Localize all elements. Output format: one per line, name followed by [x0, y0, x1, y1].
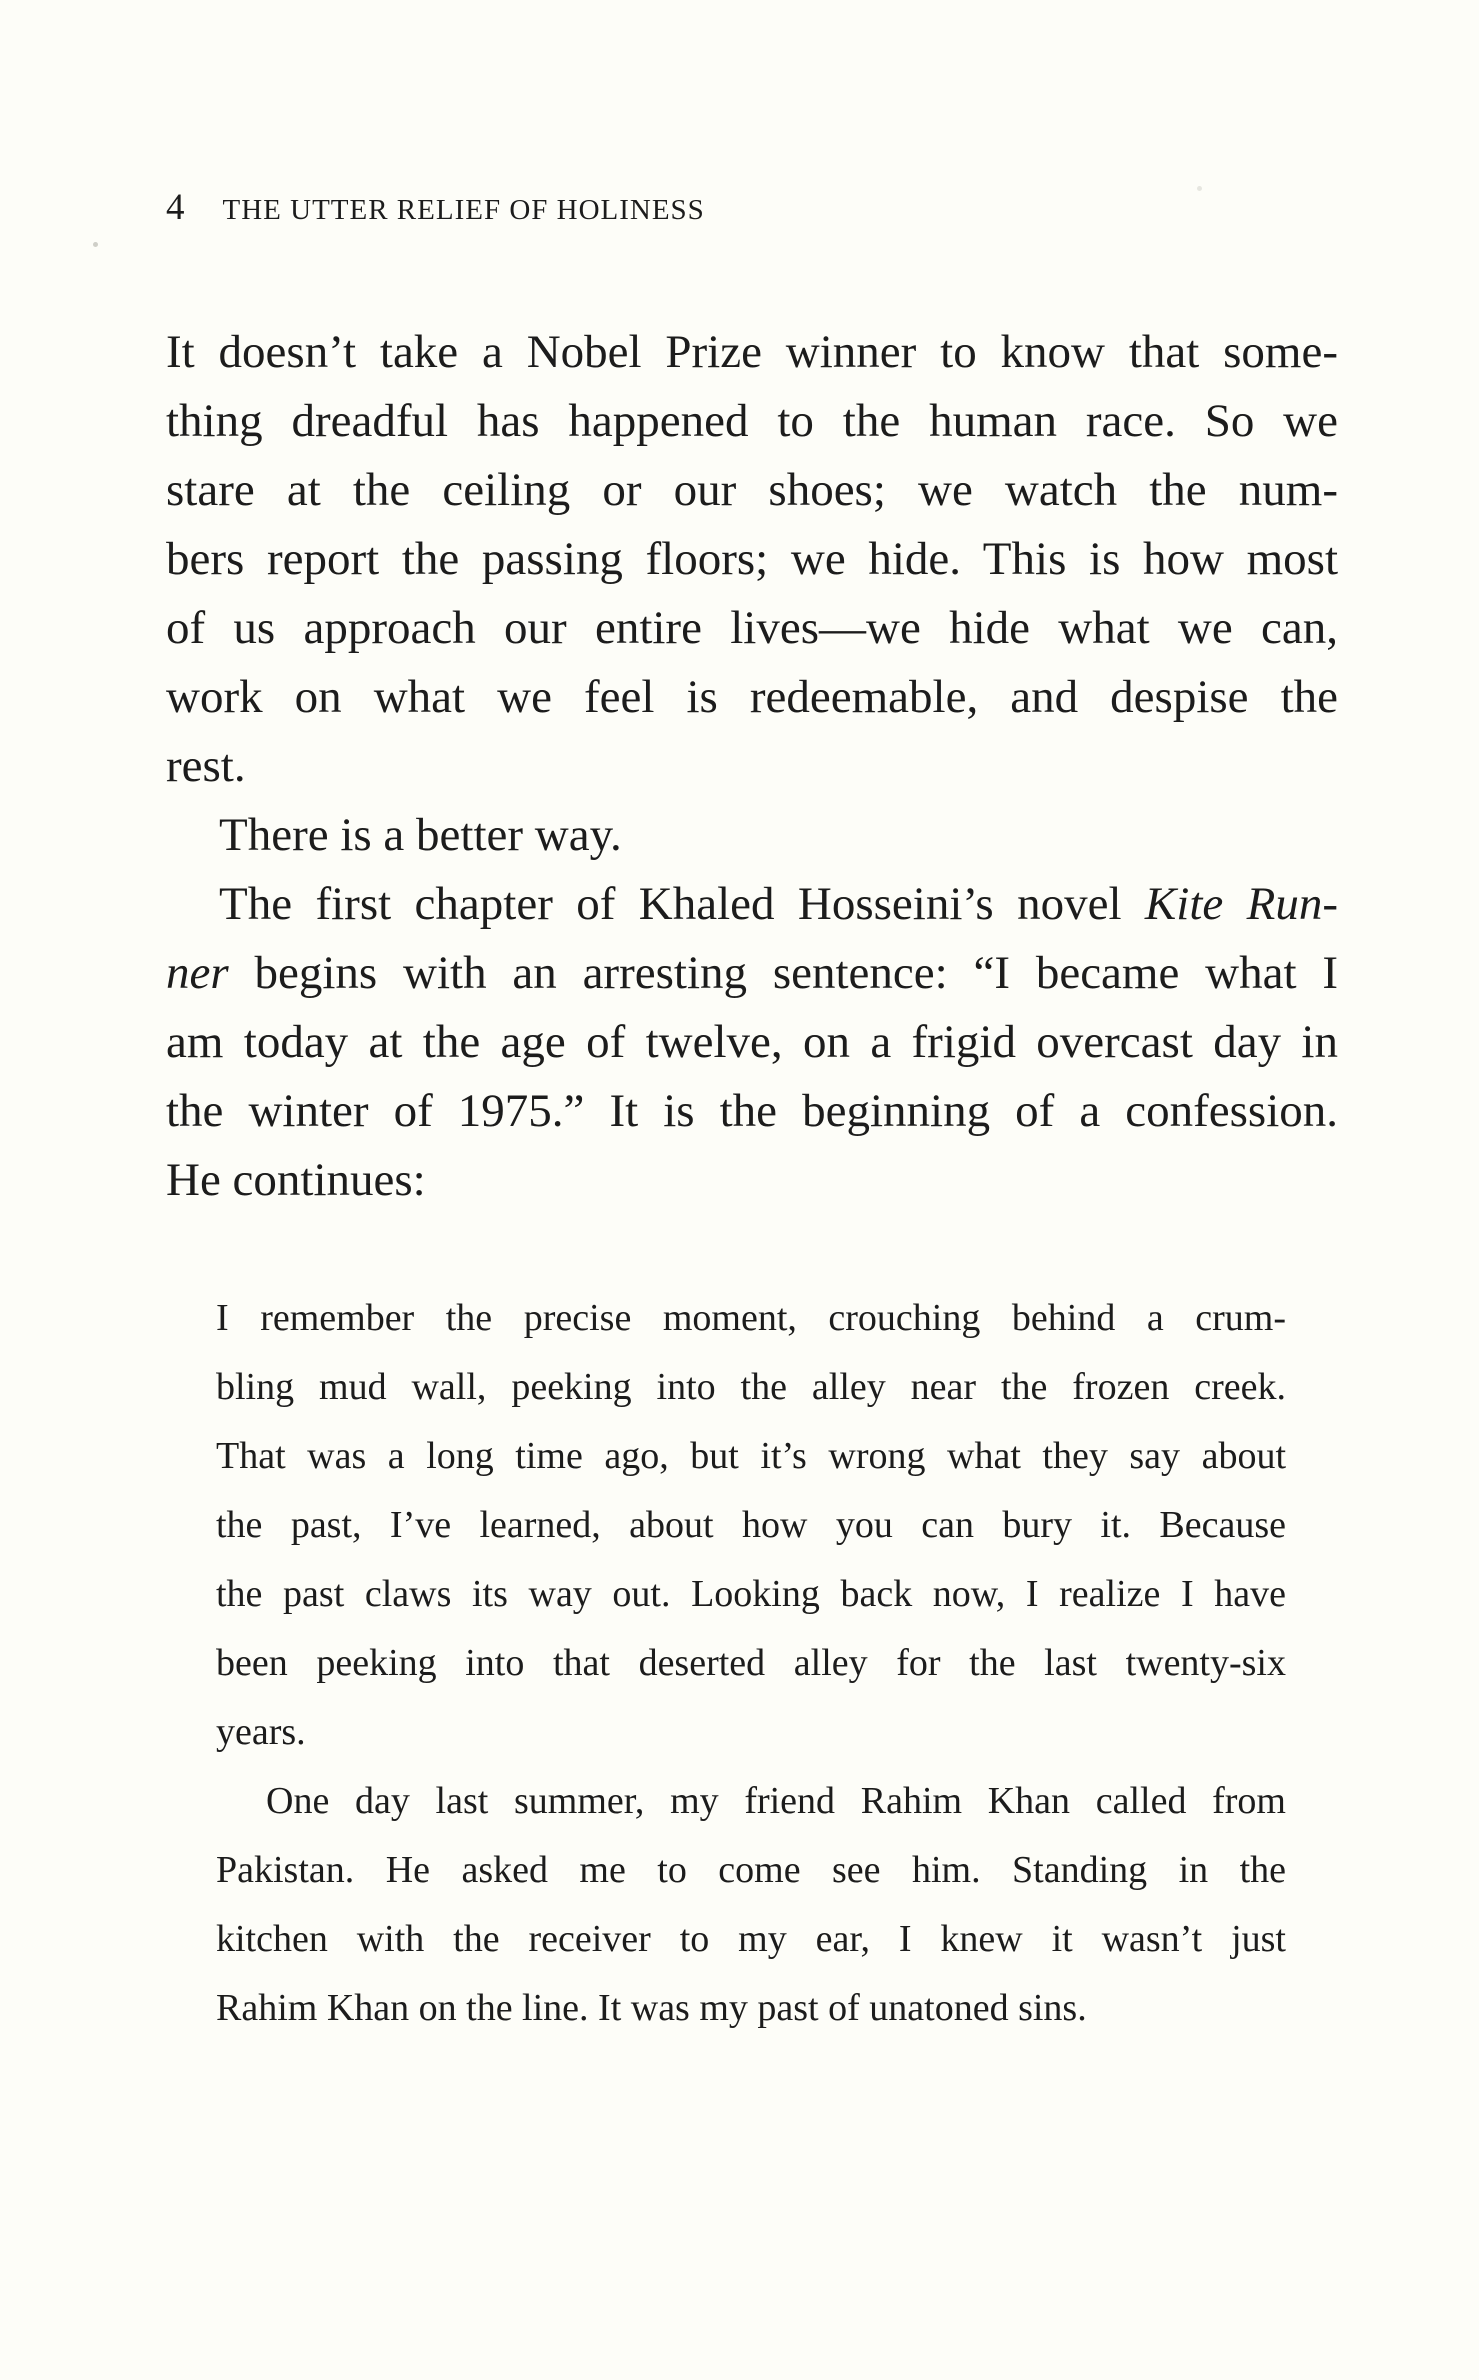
quote-line: One day last summer, my friend Rahim Khan called from [266, 1780, 1286, 1822]
paragraph [166, 870, 1338, 1215]
quote-line: the past claws its way out. Looking back now, I realize I have [216, 1573, 1286, 1615]
text-line: bers report the passing floors; we hide. This is how most [166, 533, 1338, 585]
quote-line: years. [216, 1711, 306, 1753]
text-line: work on what we feel is redeemable, and despise the [166, 671, 1338, 723]
text-line: It doesn’t take a Nobel Prize winner to know that some- [166, 326, 1338, 378]
quote-paragraph [216, 1767, 1286, 2043]
page-number: 4 [166, 187, 185, 228]
text-run: The first chapter of Khaled Hosseini’s novel [219, 878, 1145, 930]
text-run: begins with an arresting sentence: “I became what I [228, 947, 1338, 999]
text-line: the winter of 1975.” It is the beginning of a confession. [166, 1085, 1338, 1137]
paragraph [166, 801, 1338, 870]
quote-line: Rahim Khan on the line. It was my past of unatoned sins. [216, 1987, 1087, 2029]
text-line: rest. [166, 740, 246, 792]
text-line: thing dreadful has happened to the human race. So we [166, 395, 1338, 447]
book-title: ner [166, 947, 229, 999]
text-line: There is a better way. [219, 809, 622, 861]
text-line: of us approach our entire lives—we hide what we can, [166, 602, 1338, 654]
block-quote [216, 1284, 1286, 2043]
running-head-title: THE UTTER RELIEF OF HOLINESS [222, 194, 705, 226]
running-head [166, 186, 705, 246]
book-title: Kite Run- [1144, 878, 1338, 930]
quote-line: kitchen with the receiver to my ear, I knew it wasn’t just [216, 1918, 1286, 1960]
quote-line: bling mud wall, peeking into the alley near the frozen creek. [216, 1366, 1286, 1408]
quote-line: the past, I’ve learned, about how you can bury it. Because [216, 1504, 1286, 1546]
quote-line: Pakistan. He asked me to come see him. Standing in the [216, 1849, 1286, 1891]
paper-speck [93, 242, 98, 247]
text-line [166, 870, 1338, 939]
quote-paragraph [216, 1284, 1286, 1767]
text-line: He continues: [166, 1154, 426, 1206]
quote-line: I remember the precise moment, crouching behind a crum- [216, 1297, 1286, 1339]
quote-line: been peeking into that deserted alley for the last twenty-six [216, 1642, 1286, 1684]
paragraph [166, 318, 1338, 801]
paper-speck [1197, 186, 1202, 191]
text-line [166, 939, 1338, 1008]
text-line: stare at the ceiling or our shoes; we watch the num- [166, 464, 1338, 516]
quote-line: That was a long time ago, but it’s wrong what they say about [216, 1435, 1286, 1477]
body-text [166, 318, 1338, 1215]
text-line: am today at the age of twelve, on a frigid overcast day in [166, 1016, 1338, 1068]
